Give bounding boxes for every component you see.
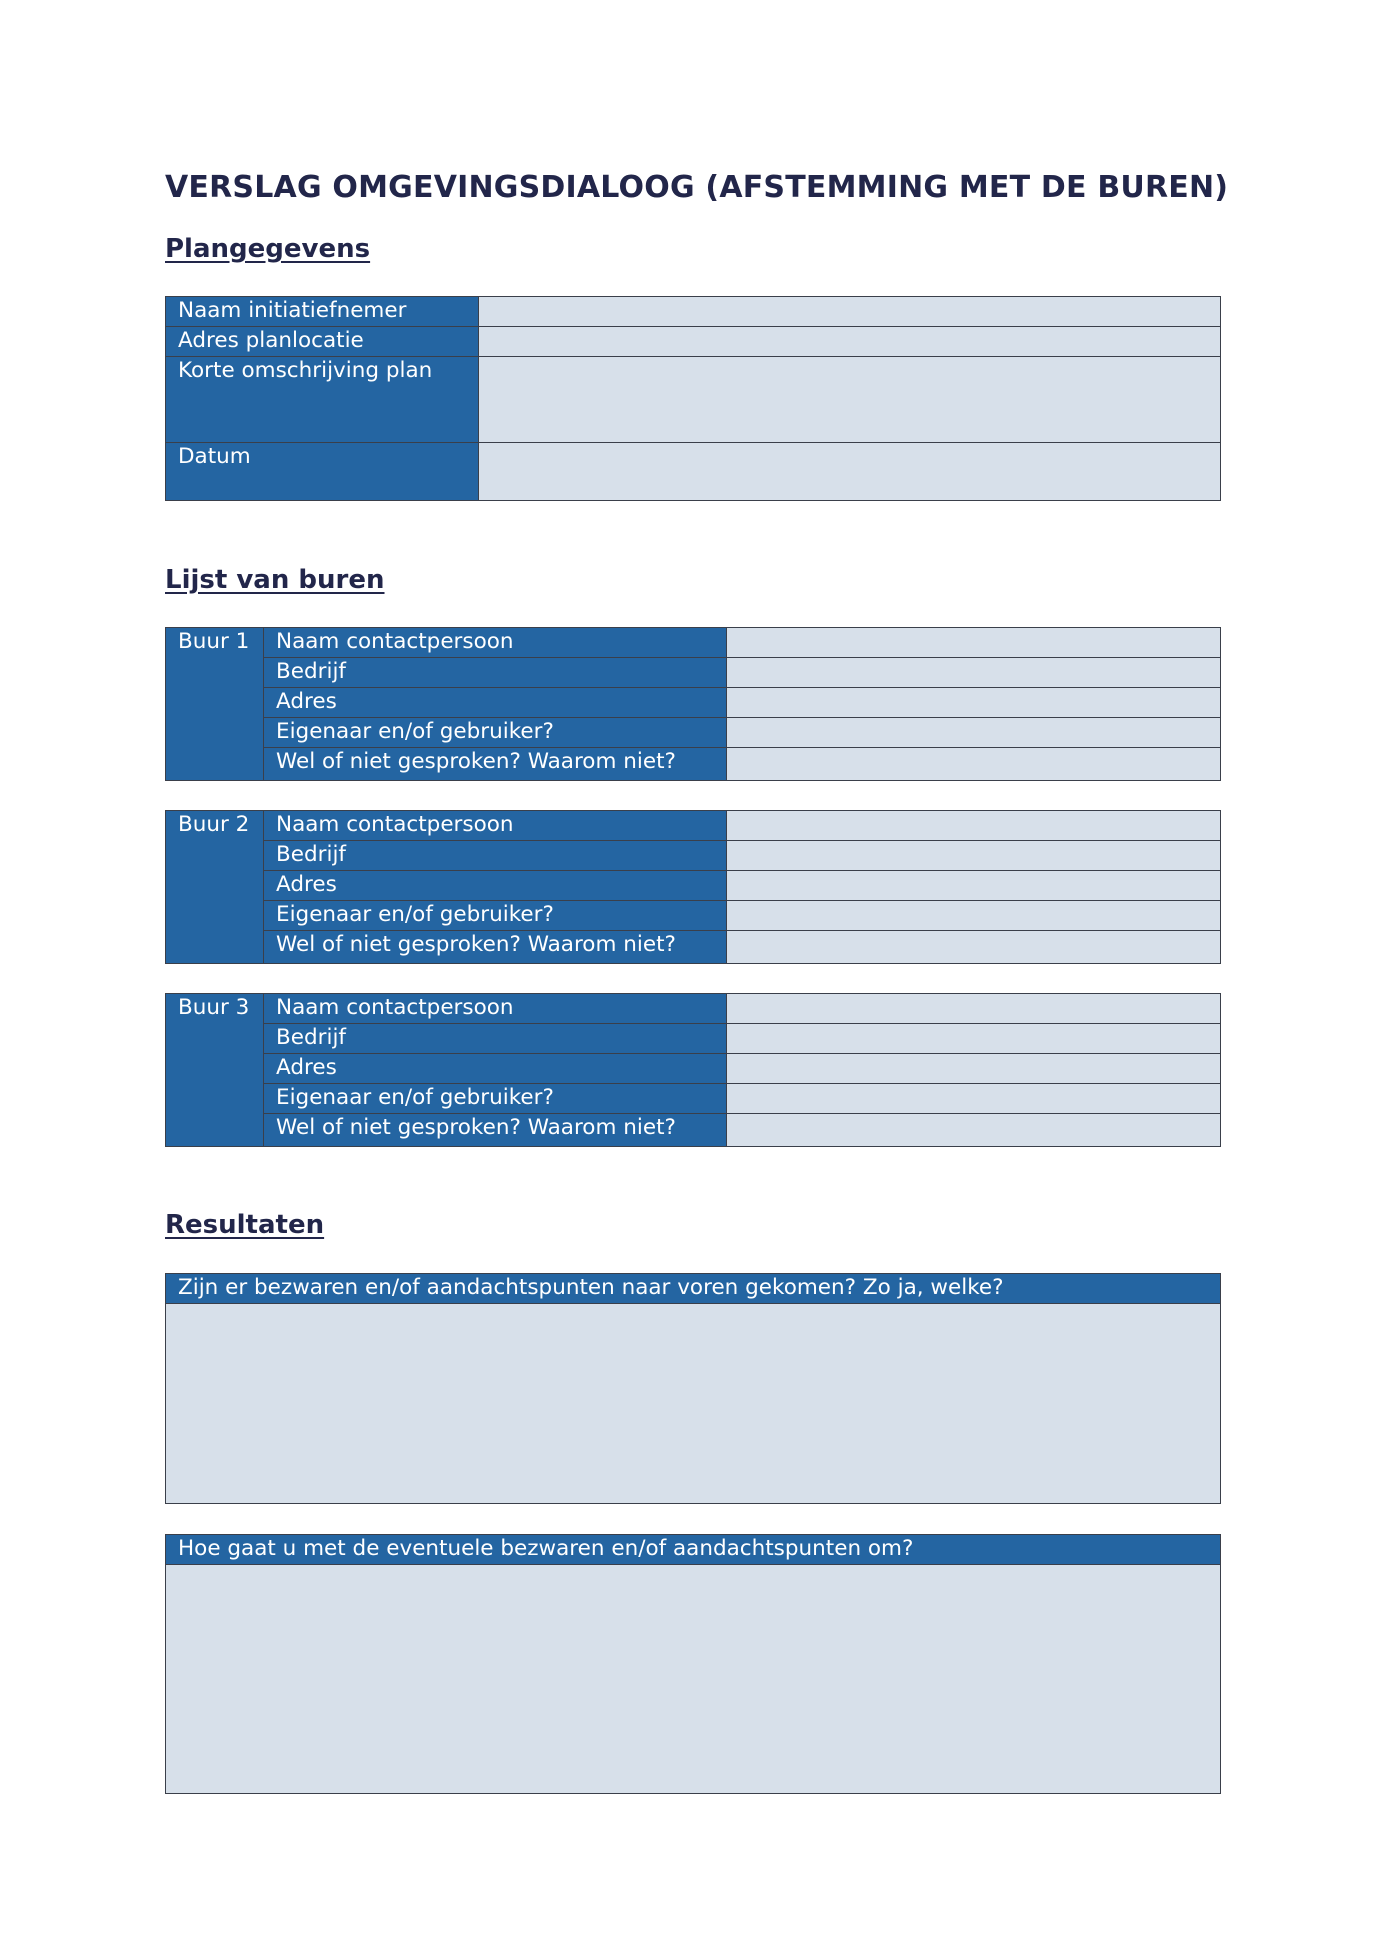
- section-heading-lijst-van-buren: Lijst van buren: [165, 565, 385, 595]
- field-label: Wel of niet gesproken? Waarom niet?: [264, 1114, 727, 1147]
- field-value[interactable]: [727, 871, 1221, 901]
- section-heading-resultaten: Resultaten: [165, 1210, 325, 1240]
- field-value[interactable]: [727, 1084, 1221, 1114]
- field-value[interactable]: [727, 1114, 1221, 1147]
- answer-bezwaren-field[interactable]: [166, 1304, 1221, 1504]
- table-row: [166, 1084, 1221, 1114]
- field-label: Adres: [264, 688, 727, 718]
- field-label: Eigenaar en/of gebruiker?: [264, 901, 727, 931]
- table-row: [166, 443, 1221, 501]
- field-label: Bedrijf: [264, 1024, 727, 1054]
- table-row: [166, 628, 1221, 658]
- field-label: Bedrijf: [264, 841, 727, 871]
- field-value[interactable]: [727, 718, 1221, 748]
- field-label: Wel of niet gesproken? Waarom niet?: [264, 931, 727, 964]
- field-value[interactable]: [727, 688, 1221, 718]
- table-row: [166, 1304, 1221, 1504]
- table-row: [166, 1274, 1221, 1304]
- table-row: [166, 327, 1221, 357]
- field-value-adres-planlocatie[interactable]: [479, 327, 1221, 357]
- field-value[interactable]: [727, 1024, 1221, 1054]
- table-row: [166, 841, 1221, 871]
- field-value[interactable]: [727, 841, 1221, 871]
- section-heading-plangegevens: Plangegevens: [165, 234, 371, 264]
- field-label: Eigenaar en/of gebruiker?: [264, 1084, 727, 1114]
- plangegevens-table: [165, 296, 1221, 501]
- table-row: [166, 994, 1221, 1024]
- document-title: VERSLAG OMGEVINGSDIALOOG (AFSTEMMING MET DE BUREN): [165, 170, 1229, 205]
- buur-3-label: Buur 3: [166, 994, 264, 1147]
- field-value[interactable]: [727, 931, 1221, 964]
- field-value-korte-omschrijving[interactable]: [479, 357, 1221, 443]
- field-label: Naam contactpersoon: [264, 811, 727, 841]
- table-row: [166, 688, 1221, 718]
- buur-3-table: [165, 993, 1221, 1147]
- table-row: [166, 357, 1221, 443]
- field-value-datum[interactable]: [479, 443, 1221, 501]
- field-label-adres-planlocatie: Adres planlocatie: [166, 327, 479, 357]
- table-row: [166, 748, 1221, 781]
- field-label: Bedrijf: [264, 658, 727, 688]
- resultaten-bezwaren-table: [165, 1273, 1221, 1504]
- field-label-naam-initiatiefnemer: Naam initiatiefnemer: [166, 297, 479, 327]
- table-row: [166, 297, 1221, 327]
- field-label: Naam contactpersoon: [264, 628, 727, 658]
- field-label: Adres: [264, 1054, 727, 1084]
- field-label: Naam contactpersoon: [264, 994, 727, 1024]
- buur-1-label: Buur 1: [166, 628, 264, 781]
- field-value[interactable]: [727, 1054, 1221, 1084]
- buur-1-table: [165, 627, 1221, 781]
- table-row: [166, 1535, 1221, 1565]
- table-row: [166, 1565, 1221, 1794]
- field-label: Wel of niet gesproken? Waarom niet?: [264, 748, 727, 781]
- field-value[interactable]: [727, 628, 1221, 658]
- table-row: [166, 718, 1221, 748]
- question-aanpak: Hoe gaat u met de eventuele bezwaren en/of aandachtspunten om?: [166, 1535, 1221, 1565]
- field-value[interactable]: [727, 811, 1221, 841]
- table-row: [166, 901, 1221, 931]
- buur-2-table: [165, 810, 1221, 964]
- field-label: Eigenaar en/of gebruiker?: [264, 718, 727, 748]
- buur-2-label: Buur 2: [166, 811, 264, 964]
- resultaten-aanpak-table: [165, 1534, 1221, 1794]
- field-label-datum: Datum: [166, 443, 479, 501]
- field-label: Adres: [264, 871, 727, 901]
- field-value[interactable]: [727, 748, 1221, 781]
- table-row: [166, 1054, 1221, 1084]
- answer-aanpak-field[interactable]: [166, 1565, 1221, 1794]
- field-value[interactable]: [727, 994, 1221, 1024]
- table-row: [166, 1024, 1221, 1054]
- field-label-korte-omschrijving: Korte omschrijving plan: [166, 357, 479, 443]
- table-row: [166, 811, 1221, 841]
- table-row: [166, 1114, 1221, 1147]
- table-row: [166, 931, 1221, 964]
- field-value[interactable]: [727, 658, 1221, 688]
- field-value-naam-initiatiefnemer[interactable]: [479, 297, 1221, 327]
- question-bezwaren: Zijn er bezwaren en/of aandachtspunten naar voren gekomen? Zo ja, welke?: [166, 1274, 1221, 1304]
- field-value[interactable]: [727, 901, 1221, 931]
- table-row: [166, 871, 1221, 901]
- table-row: [166, 658, 1221, 688]
